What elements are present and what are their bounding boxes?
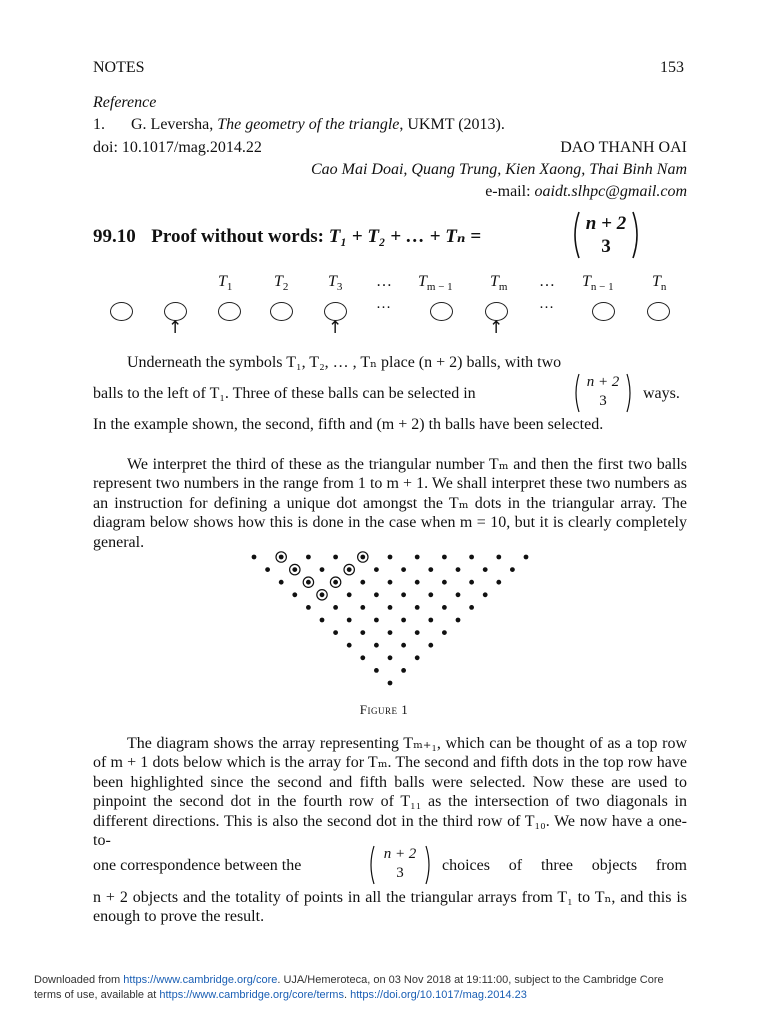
array-dot [252, 555, 257, 560]
array-dot [469, 580, 474, 585]
array-dot [415, 580, 420, 585]
array-dot [401, 618, 406, 623]
symbol-t2: $T_2$ [274, 273, 289, 294]
paragraph-2 [93, 455, 687, 552]
para2-text: We interpret the third of these as the triangular number Tₘ and then the first two balls represent two numbers in the range from 1 to m + 1. We shall interpret these two numbers as an instruction for defining a unique dot amongst the Tₘ dots in the triangular array. The diagram below shows how this is done in the case when m = 10, but it is clearly completely general. [93, 456, 687, 551]
highlighted-dot [276, 552, 286, 562]
array-dot [469, 605, 474, 610]
symbol-tm-minus-1: $T_{m - 1}$ [418, 273, 453, 294]
para3-cont-post: choices of three objects from [442, 857, 687, 874]
ball-ellipsis: … [539, 296, 554, 312]
array-dot [415, 555, 420, 560]
para1-line1: Underneath the symbols T₁, T₂, … , Tₙ place (n + 2) balls, with two [127, 354, 562, 371]
doi-link[interactable]: https://doi.org/10.1017/mag.2014.23 [350, 989, 527, 1001]
array-dot [388, 605, 393, 610]
array-dot [496, 580, 501, 585]
array-dot [388, 630, 393, 635]
array-dot [401, 567, 406, 572]
highlighted-dot [344, 564, 354, 574]
footer-text: terms of use, available at [34, 989, 160, 1001]
array-dot [374, 668, 379, 673]
array-dot [401, 592, 406, 597]
array-dot [347, 643, 352, 648]
array-dot [306, 555, 311, 560]
symbol-t3: $T_3$ [328, 273, 343, 294]
reference-entry [93, 115, 505, 134]
array-dot [442, 580, 447, 585]
highlighted-dot [303, 577, 313, 587]
note-title: Proof without words: [151, 226, 325, 247]
array-dot [279, 580, 284, 585]
array-dot [333, 630, 338, 635]
array-dot [496, 555, 501, 560]
array-dot [374, 643, 379, 648]
para1-line3: In the example shown, the second, fifth and (m + 2) th balls have been selected. [93, 416, 604, 433]
array-dot [524, 555, 529, 560]
array-dot [388, 655, 393, 660]
note-formula-lhs: T₁ + T₂ + … + Tₙ = [328, 226, 482, 247]
array-dot [347, 592, 352, 597]
binom-top: n + 2 [586, 374, 620, 390]
array-dot [320, 567, 325, 572]
email-label: e-mail: [485, 183, 531, 200]
array-dot [388, 681, 393, 686]
array-dot [483, 592, 488, 597]
array-dot [415, 655, 420, 660]
author-email: oaidt.slhpc@gmail.com [534, 183, 687, 200]
selection-arrow-icon: ↑ [168, 318, 183, 338]
array-dot [456, 592, 461, 597]
binom-bottom: 3 [396, 865, 404, 881]
author-address: Cao Mai Doai, Quang Trung, Kien Xaong, Thai Binh Nam [310, 161, 687, 178]
highlighted-dot [330, 577, 340, 587]
paragraph-3 [93, 734, 687, 850]
array-dot [456, 618, 461, 623]
array-dot [333, 605, 338, 610]
symbol-tn: $T_n$ [652, 273, 667, 294]
array-dot [442, 605, 447, 610]
array-dot [388, 555, 393, 560]
ball [218, 302, 241, 321]
symbol-tn-minus-1: $T_{n - 1}$ [582, 273, 614, 294]
heading-binom-top: n + 2 [585, 213, 627, 234]
author-name: DAO THANH OAI [560, 139, 687, 156]
array-dot [401, 643, 406, 648]
footer-text: . [343, 989, 351, 1001]
array-dot [442, 630, 447, 635]
figure-caption: Figure 1 [359, 702, 409, 717]
note-heading [93, 226, 481, 248]
array-dot [442, 555, 447, 560]
note-number: 99.10 [93, 226, 136, 247]
symbol-ellipsis-1: … [376, 273, 392, 290]
ball [270, 302, 293, 321]
ball [647, 302, 670, 321]
array-dot [469, 555, 474, 560]
array-dot [428, 592, 433, 597]
array-dot [320, 618, 325, 623]
heading-binomial [570, 210, 642, 260]
array-dot [374, 592, 379, 597]
reference-title: The geometry of the triangle [217, 116, 400, 133]
array-dot [428, 618, 433, 623]
array-dot [415, 605, 420, 610]
binom-top: n + 2 [383, 846, 417, 862]
heading-binom-bottom: 3 [601, 236, 611, 257]
ball [592, 302, 615, 321]
array-dot [401, 668, 406, 673]
inline-binomial-2 [367, 844, 433, 886]
array-dot [510, 567, 515, 572]
array-dot [483, 567, 488, 572]
para1-line2-post: ways. [643, 385, 680, 402]
array-dot [360, 655, 365, 660]
para3-last: n + 2 objects and the totality of points in all the triangular arrays from T₁ to Tₙ, and this is enough to prove the result. [93, 889, 687, 926]
paragraph-1 [93, 353, 687, 372]
reference-author: G. Leversha, [131, 116, 214, 133]
highlighted-dot [317, 590, 327, 600]
highlighted-dot [358, 552, 368, 562]
symbol-ellipsis-2: … [539, 273, 555, 290]
array-dot [347, 618, 352, 623]
page-number: 153 [660, 59, 684, 76]
para1-line2-pre: balls to the left of T₁. Three of these balls can be selected in [93, 385, 476, 402]
ball [430, 302, 453, 321]
array-dot [374, 618, 379, 623]
footer-text: . UJA/Hemeroteca, on 03 Nov 2018 at 19:11:00, subject to the Cambridge Core [277, 974, 664, 986]
array-dot [456, 567, 461, 572]
reference-publisher: , UKMT (2013). [399, 116, 505, 133]
array-dot [292, 592, 297, 597]
array-dot [333, 555, 338, 560]
cambridge-core-link[interactable]: https://www.cambridge.org/core [123, 974, 278, 986]
reference-heading: Reference [93, 94, 157, 111]
array-dot [360, 630, 365, 635]
array-dot [374, 567, 379, 572]
symbol-tm: $T_m$ [490, 273, 508, 294]
download-footer [34, 973, 768, 1003]
reference-number: 1. [93, 116, 105, 133]
array-dot [306, 605, 311, 610]
para3-text: The diagram shows the array representing Tₘ₊₁, which can be thought of as a top row of m + 1 dots below which is the array for Tₘ. The second and fifth dots in the top row have been highlighted since the second and fifth balls were selected. Now these are used to pinpoint the second dot in the fourth row of T₁₁ as the intersection of two diagonals in different directions. This is also the second dot in the third row of T₁₀. We now have a one-to- [93, 735, 687, 850]
array-dot [360, 580, 365, 585]
array-dot [428, 643, 433, 648]
symbol-t1: $T_1$ [218, 273, 233, 294]
binom-bottom: 3 [599, 393, 607, 409]
doi-line: doi: 10.1017/mag.2014.22 [93, 139, 262, 156]
highlighted-dot [290, 564, 300, 574]
footer-text: Downloaded from [34, 974, 124, 986]
inline-binomial-1 [572, 372, 634, 414]
array-dot [265, 567, 270, 572]
selection-arrow-icon: ↑ [489, 318, 504, 338]
para3-cont-pre: one correspondence between the [93, 857, 302, 874]
array-dot [428, 567, 433, 572]
ball-ellipsis: … [376, 296, 391, 312]
ball [110, 302, 133, 321]
triangular-array-figure [225, 550, 555, 700]
terms-link[interactable]: https://www.cambridge.org/core/terms [159, 989, 344, 1001]
author-email-line [485, 182, 687, 201]
running-header-section: NOTES [93, 59, 145, 76]
array-dot [388, 580, 393, 585]
array-dot [415, 630, 420, 635]
selection-arrow-icon: ↑ [328, 318, 343, 338]
array-dot [360, 605, 365, 610]
